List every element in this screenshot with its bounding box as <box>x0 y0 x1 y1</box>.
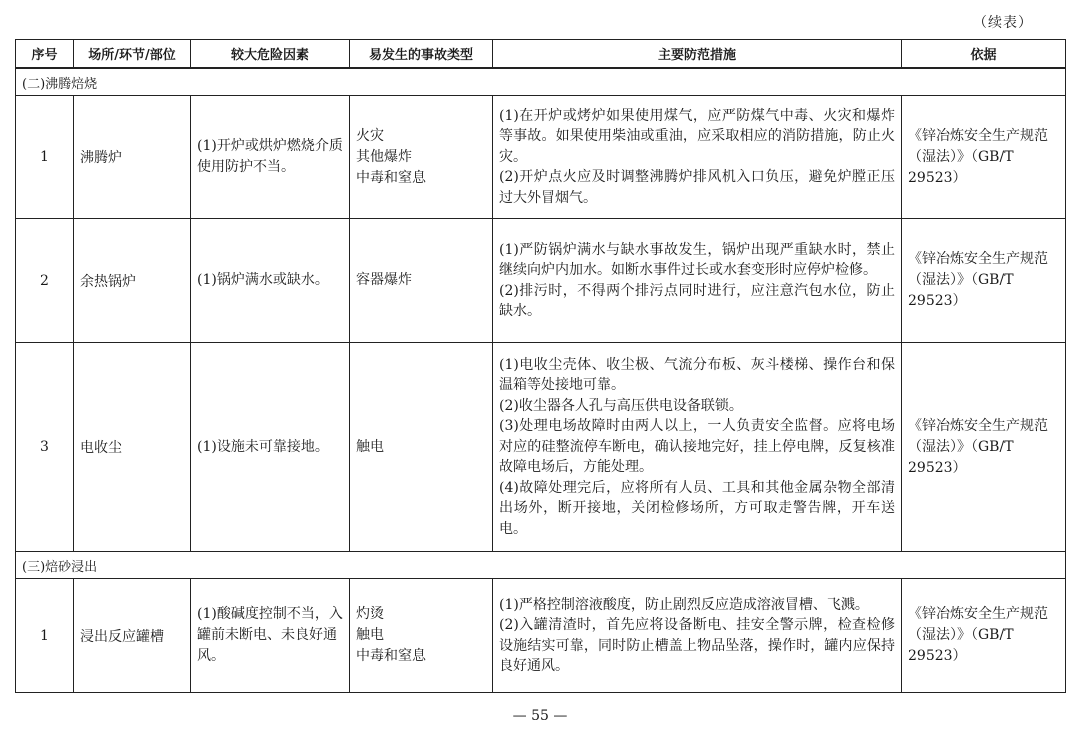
accident-type: 中毒和窒息 <box>356 169 426 186</box>
section-title: (三)焙砂浸出 <box>16 552 1066 579</box>
table-row <box>16 96 1066 219</box>
measure-item: (1)严格控制溶液酸度，防止剧烈反应造成溶液冒槽、飞溅。 <box>499 596 869 613</box>
row-hazard: (1)开炉或烘炉燃烧介质使用防护不当。 <box>191 96 350 219</box>
row-measures <box>493 219 902 343</box>
accident-type: 其他爆炸 <box>356 148 412 165</box>
measure-item: (1)在开炉或烤炉如果使用煤气，应严防煤气中毒、火灾和爆炸等事故。如果使用柴油或重油，应采取相应的消防措施，防止火灾。 <box>499 107 895 165</box>
row-hazard: (1)酸碱度控制不当，入罐前未断电、未良好通风。 <box>191 579 350 693</box>
header-serial: 序号 <box>16 40 74 69</box>
header-measures: 主要防范措施 <box>493 40 902 69</box>
header-basis: 依据 <box>902 40 1066 69</box>
table-row <box>16 579 1066 693</box>
section-row <box>16 68 1066 96</box>
safety-measures-table <box>15 39 1066 693</box>
row-accident-types <box>350 219 493 343</box>
row-accident-types <box>350 96 493 219</box>
accident-type: 触电 <box>356 438 384 455</box>
row-measures <box>493 579 902 693</box>
measure-item: (3)处理电场故障时由两人以上，一人负责安全监督。应将电场对应的硅整流停车断电，确认接地完好，挂上停电牌，反复核准故障电场后，方能处理。 <box>499 418 895 476</box>
measure-item: (1)严防锅炉满水与缺水事故发生，锅炉出现严重缺水时，禁止继续向炉内加水。如断水事件过长或水套变形时应停炉检修。 <box>499 241 895 278</box>
row-basis: 《锌冶炼安全生产规范（湿法）》（GB/T 29523） <box>902 96 1066 219</box>
row-measures <box>493 96 902 219</box>
row-serial: 2 <box>16 219 74 343</box>
row-hazard: (1)锅炉满水或缺水。 <box>191 219 350 343</box>
page-number: — 55 — <box>512 708 568 724</box>
accident-type: 中毒和窒息 <box>356 648 426 664</box>
row-measures <box>493 343 902 552</box>
row-place: 沸腾炉 <box>74 96 191 219</box>
row-serial: 3 <box>16 343 74 552</box>
measure-item: (2)收尘器各人孔与高压供电设备联锁。 <box>499 397 743 414</box>
accident-type: 容器爆炸 <box>356 272 412 288</box>
measure-item: (2)入罐清渣时，首先应将设备断电、挂安全警示牌，检查检修设施结实可靠，同时防止槽盖上物品坠落，操作时，罐内应保持良好通风。 <box>499 617 895 674</box>
accident-type: 灼烫 <box>356 606 384 622</box>
continued-label: （续表） <box>973 15 1033 31</box>
row-hazard: (1)设施未可靠接地。 <box>191 343 350 552</box>
header-place: 场所/环节/部位 <box>74 40 191 69</box>
section-row <box>16 552 1066 579</box>
row-basis: 《锌冶炼安全生产规范（湿法）》（GB/T 29523） <box>902 579 1066 693</box>
table-header-row <box>16 40 1066 69</box>
accident-type: 火灾 <box>356 127 384 144</box>
row-basis: 《锌冶炼安全生产规范（湿法）》（GB/T 29523） <box>902 219 1066 343</box>
row-serial: 1 <box>16 96 74 219</box>
measure-item: (2)排污时，不得两个排污点同时进行，应注意汽包水位，防止缺水。 <box>499 282 895 319</box>
row-place: 浸出反应罐槽 <box>74 579 191 693</box>
measure-item: (4)故障处理完后，应将所有人员、工具和其他金属杂物全部清出场外，断开接地，关闭检修场所，方可取走警告牌，开车送电。 <box>499 479 895 537</box>
header-accident-type: 易发生的事故类型 <box>350 40 493 69</box>
table-row <box>16 219 1066 343</box>
header-hazard: 较大危险因素 <box>191 40 350 69</box>
row-accident-types <box>350 579 493 693</box>
table-row <box>16 343 1066 552</box>
row-accident-types <box>350 343 493 552</box>
row-basis: 《锌冶炼安全生产规范（湿法）》（GB/T 29523） <box>902 343 1066 552</box>
measure-item: (1)电收尘壳体、收尘极、气流分布板、灰斗楼梯、操作台和保温箱等处接地可靠。 <box>499 356 895 394</box>
accident-type: 触电 <box>356 627 384 643</box>
row-place: 电收尘 <box>74 343 191 552</box>
section-title: (二)沸腾焙烧 <box>16 68 1066 96</box>
row-place: 余热锅炉 <box>74 219 191 343</box>
measure-item: (2)开炉点火应及时调整沸腾炉排风机入口负压，避免炉膛正压过大外冒烟气。 <box>499 169 895 206</box>
row-serial: 1 <box>16 579 74 693</box>
